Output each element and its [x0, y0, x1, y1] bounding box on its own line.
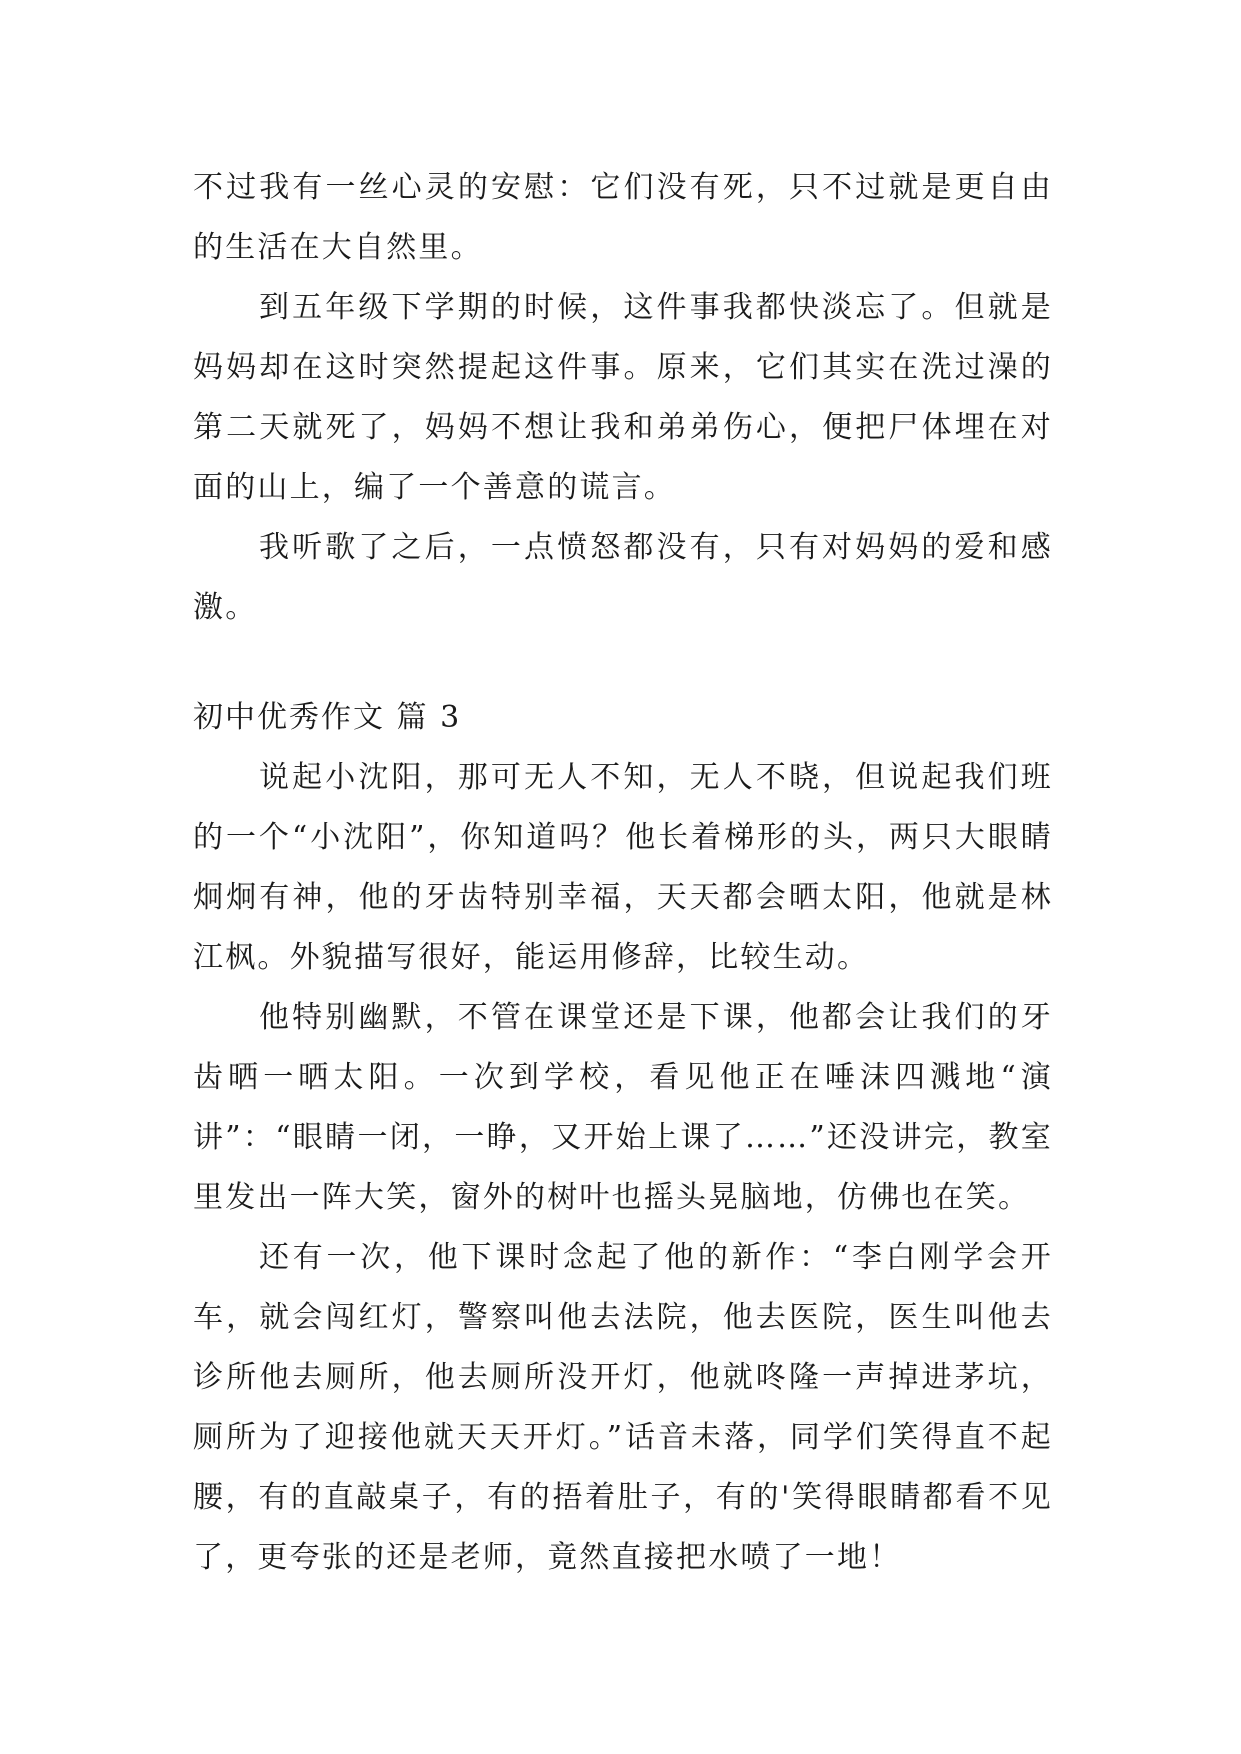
paragraph: 还有一次，他下课时念起了他的新作：“李白刚学会开车，就会闯红灯，警察叫他去法院，他去医院，医生叫他去诊所他去厕所，他去厕所没开灯，他就咚隆一声掉进茅坑，厕所为了迎接他就天天开灯。”话音未落，同学们笑得直不起腰，有的直敲桌子，有的捂着肚子，有的'笑得眼睛都看不见了，更夸张的还是老师，竟然直接把水喷了一地！	[193, 1240, 1053, 1575]
paragraph: 到五年级下学期的时候，这件事我都快淡忘了。但就是妈妈却在这时突然提起这件事。原来，它们其实在洗过澡的第二天就死了，妈妈不想让我和弟弟伤心，便把尸体埋在对面的山上，编了一个善意的谎言。	[193, 290, 1053, 505]
paragraph: 我听歌了之后，一点愤怒都没有，只有对妈妈的爱和感激。	[193, 530, 1053, 625]
paragraph: 说起小沈阳，那可无人不知，无人不晓，但说起我们班的一个“小沈阳”，你知道吗？他长着梯形的头，两只大眼睛炯炯有神，他的牙齿特别幸福，天天都会晒太阳，他就是林江枫。外貌描写很好，能运用修辞，比较生动。	[193, 760, 1053, 975]
essay-3-body	[193, 748, 1053, 1588]
paragraph: 他特别幽默，不管在课堂还是下课，他都会让我们的牙齿晒一晒太阳。一次到学校，看见他正在唾沫四溅地“演讲”：“眼睛一闭，一睁，又开始上课了……”还没讲完，教室里发出一阵大笑，窗外的树叶也摇头晃脑地，仿佛也在笑。	[193, 1000, 1053, 1215]
paragraph-continuation: 不过我有一丝心灵的安慰：它们没有死，只不过就是更自由的生活在大自然里。	[193, 170, 1053, 265]
previous-essay-body	[193, 158, 1053, 638]
essay-heading: 初中优秀作文 篇 3	[193, 700, 462, 735]
